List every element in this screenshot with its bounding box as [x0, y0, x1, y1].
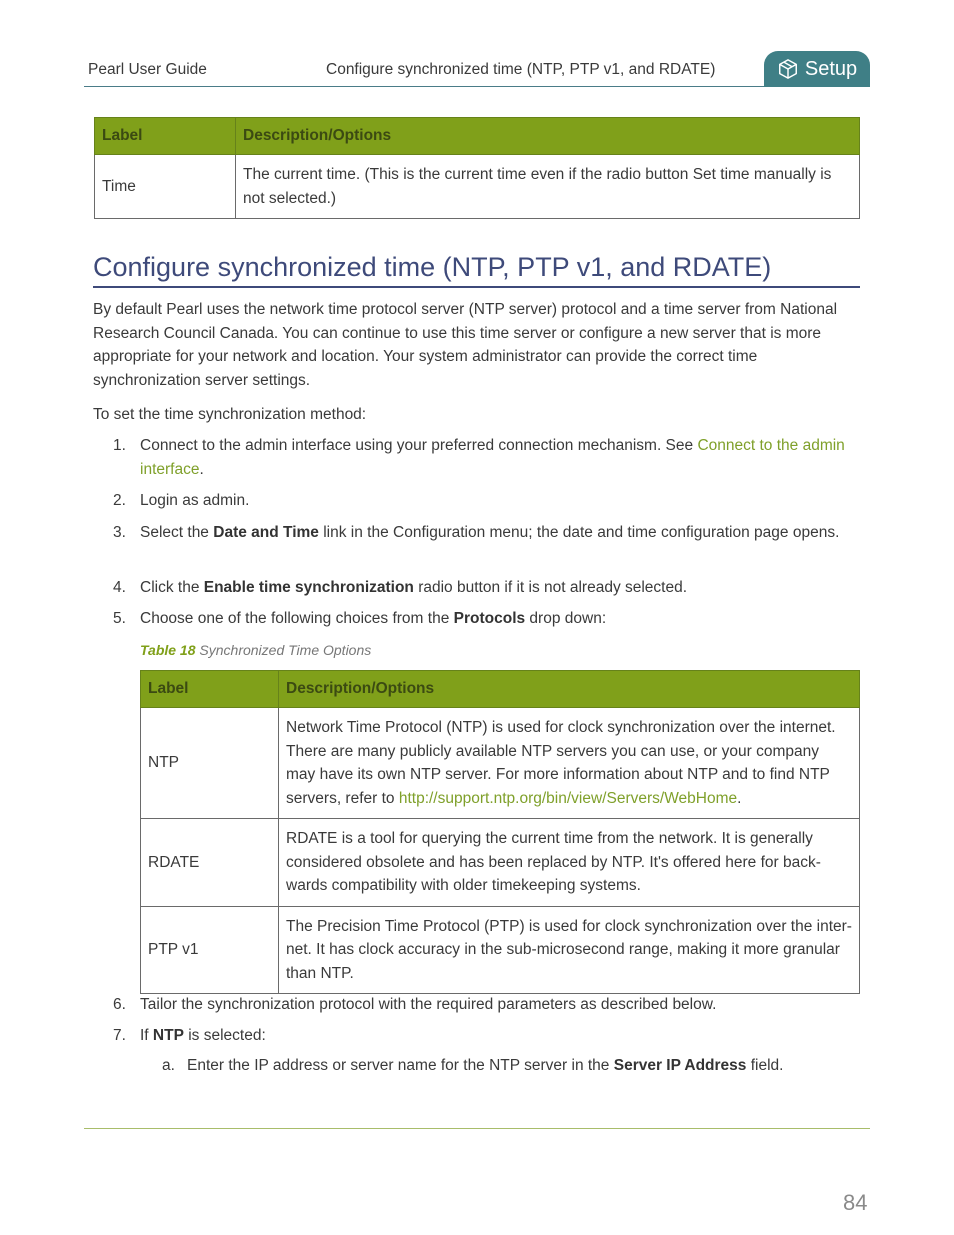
step-number: 7.	[113, 1027, 126, 1044]
table-row	[141, 708, 860, 819]
step-text: Connect to the admin interface using your preferred connection mechanism. See Connect to the admin interface.	[140, 437, 845, 478]
sync-time-options-table	[140, 670, 860, 994]
substep-text: Enter the IP address or server name for the NTP server in the Server IP Address field.	[187, 1057, 784, 1074]
table-header-row	[95, 118, 860, 155]
section-title-rule	[93, 286, 860, 288]
step-text: Choose one of the following choices from the Protocols drop down:	[140, 610, 607, 627]
table-caption-text: Synchronized Time Options	[199, 642, 372, 658]
step-number: 6.	[113, 996, 126, 1013]
ntp-servers-link[interactable]: http://support.ntp.org/bin/view/Servers/WebHome	[398, 789, 738, 807]
admin-interface-link[interactable]: Connect to the admin interface	[140, 437, 845, 478]
column-header-description: Description/Options	[279, 671, 860, 708]
setup-tab[interactable]	[764, 51, 870, 87]
lead-paragraph: To set the time synchronization method:	[93, 406, 367, 423]
step-number: 2.	[113, 492, 126, 509]
step-text: Login as admin.	[140, 492, 250, 509]
header-rule	[84, 86, 870, 87]
cell-description: The Precision Time Protocol (PTP) is used for clock synchronization over the inter-net. It has clock accuracy in the sub-microsecond range, making it more granular than NTP.	[279, 906, 860, 994]
table-row	[141, 819, 860, 907]
running-header-section: Configure synchronized time (NTP, PTP v1, and RDATE)	[326, 61, 716, 78]
step-number: 5.	[113, 610, 126, 627]
step-number: 3.	[113, 524, 126, 541]
cell-description: RDATE is a tool for querying the current time from the network. It is generally considered obsolete and has been replaced by NTP. It's offered here for back-wards compatibility with older timekeeping systems.	[279, 819, 860, 907]
step-number: 4.	[113, 579, 126, 596]
step-text: Select the Date and Time link in the Configuration menu; the date and time configuration page opens.	[140, 524, 840, 541]
column-header-label: Label	[95, 118, 236, 155]
table-header-row	[141, 671, 860, 708]
table-number: Table 18	[140, 642, 196, 658]
table-row	[141, 906, 860, 994]
section-title: Configure synchronized time (NTP, PTP v1, and RDATE)	[93, 252, 772, 282]
substep-letter: a.	[162, 1057, 175, 1074]
cell-description: Network Time Protocol (NTP) is used for clock synchronization over the internet. There are many publicly available NTP servers you can use, or your company may have its own NTP server. For more information about NTP and to find NTP servers, refer to http://support.ntp.org/bin/view/Servers/WebHome.	[279, 708, 860, 819]
step-text: If NTP is selected:	[140, 1027, 266, 1044]
step-text: Tailor the synchronization protocol with the required parameters as described below.	[140, 996, 717, 1013]
running-header-title: Pearl User Guide	[88, 61, 207, 78]
time-options-table	[94, 117, 860, 219]
cell-label: NTP	[141, 708, 279, 819]
footer-rule	[84, 1128, 870, 1129]
table-caption	[140, 642, 371, 658]
setup-tab-label: Setup	[804, 57, 858, 80]
table-row	[95, 155, 860, 219]
cell-label: PTP v1	[141, 906, 279, 994]
column-header-description: Description/Options	[236, 118, 860, 155]
page-number: 84	[843, 1190, 868, 1215]
step-number: 1.	[113, 437, 126, 454]
cell-description: The current time. (This is the current time even if the radio button Set time manually is not selected.)	[236, 155, 860, 219]
cell-label: Time	[95, 155, 236, 219]
cell-label: RDATE	[141, 819, 279, 907]
cube-icon	[777, 58, 799, 80]
intro-paragraph: By default Pearl uses the network time protocol server (NTP server) protocol and a time server from National Research Council Canada. You can continue to use this time server or configure a new server that is more appropriate for your network and location. Your system administrator can provide the correct time synchronization server settings.	[93, 301, 838, 389]
column-header-label: Label	[141, 671, 279, 708]
step-text: Click the Enable time synchronization radio button if it is not already selected.	[140, 579, 688, 596]
